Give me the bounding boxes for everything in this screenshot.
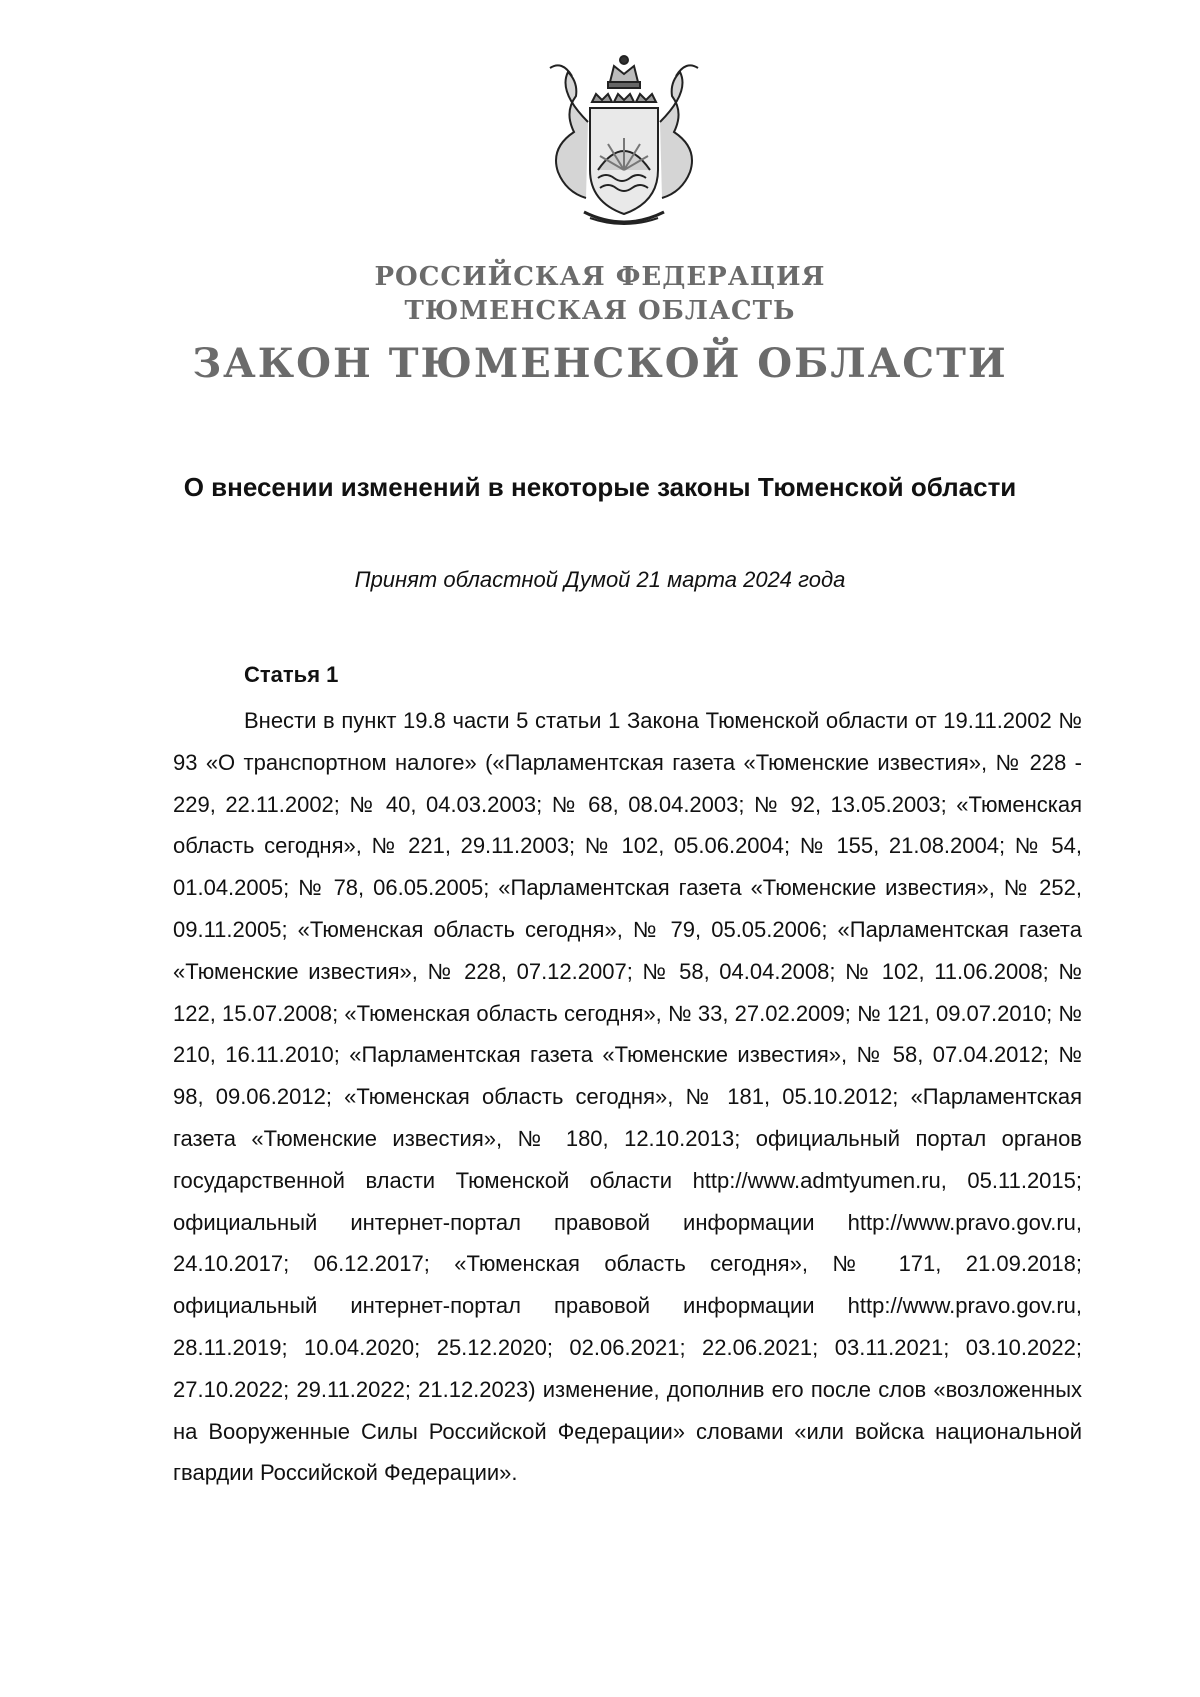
country-heading: РОССИЙСКАЯ ФЕДЕРАЦИЯ bbox=[374, 262, 826, 292]
coat-of-arms-icon bbox=[528, 52, 720, 232]
article-heading: Статья 1 bbox=[244, 662, 339, 687]
law-title: О внесении изменений в некоторые законы Тюменской области bbox=[183, 472, 1017, 502]
document-type-heading: ЗАКОН ТЮМЕНСКОЙ ОБЛАСТИ bbox=[192, 340, 1008, 387]
region-heading: ТЮМЕНСКАЯ ОБЛАСТЬ bbox=[404, 296, 796, 326]
article-body: Внести в пункт 19.8 части 5 статьи 1 Закона Тюменской области от 19.11.2002 № 93 «О транспортном налоге» («Парламентская газета «Тюменские известия», № 228 - 229, 22.11.2002; № 40, 04.03.2003; № 68, 08.04.2003; № 92, 13.05.2003; «Тюменская область сегодня», № 221, 29.11.2003; № 102, 05.06.2004; № 155, 21.08.2004; № 54, 01.04.2005; № 78, 06.05.2005; «Парламентская газета «Тюменские известия», № 252, 09.11.2005; «Тюменская область сегодня», № 79, 05.05.2006; «Парламентская газета «Тюменские известия», № 228, 07.12.2007; № 58, 04.04.2008; № 102, 11.06.2008; № 122, 15.07.2008; «Тюменская область сегодня», № 33, 27.02.2009; № 121, 09.07.2010; № 210, 16.11.2010; «Парламентская газета «Тюменские известия», № 58, 07.04.2012; № 98, 09.06.2012; «Тюменская область сегодня», № 181, 05.10.2012; «Парламентская газета «Тюменские известия», № 180, 12.10.2013; официальный портал органов государственной власти Тюменской области http://www.admtyumen.ru, 05.11.2015; официальный интернет-портал правовой информации http://www.pravo.gov.ru, 24.10.2017; 06.12.2017; «Тюменская область сегодня», № 171, 21.09.2018; официальный интернет-портал правовой информации http://www.pravo.gov.ru, 28.11.2019; 10.04.2020; 25.12.2020; 02.06.2021; 22.06.2021; 03.11.2021; 03.10.2022; 27.10.2022; 29.11.2022; 21.12.2023) изменение, дополнив его после слов «возложенных на Вооруженные Силы Российской Федерации» словами «или войска национальной гвардии Российской Федерации». bbox=[173, 708, 1082, 1486]
adoption-note: Принят областной Думой 21 марта 2024 года bbox=[354, 567, 846, 592]
